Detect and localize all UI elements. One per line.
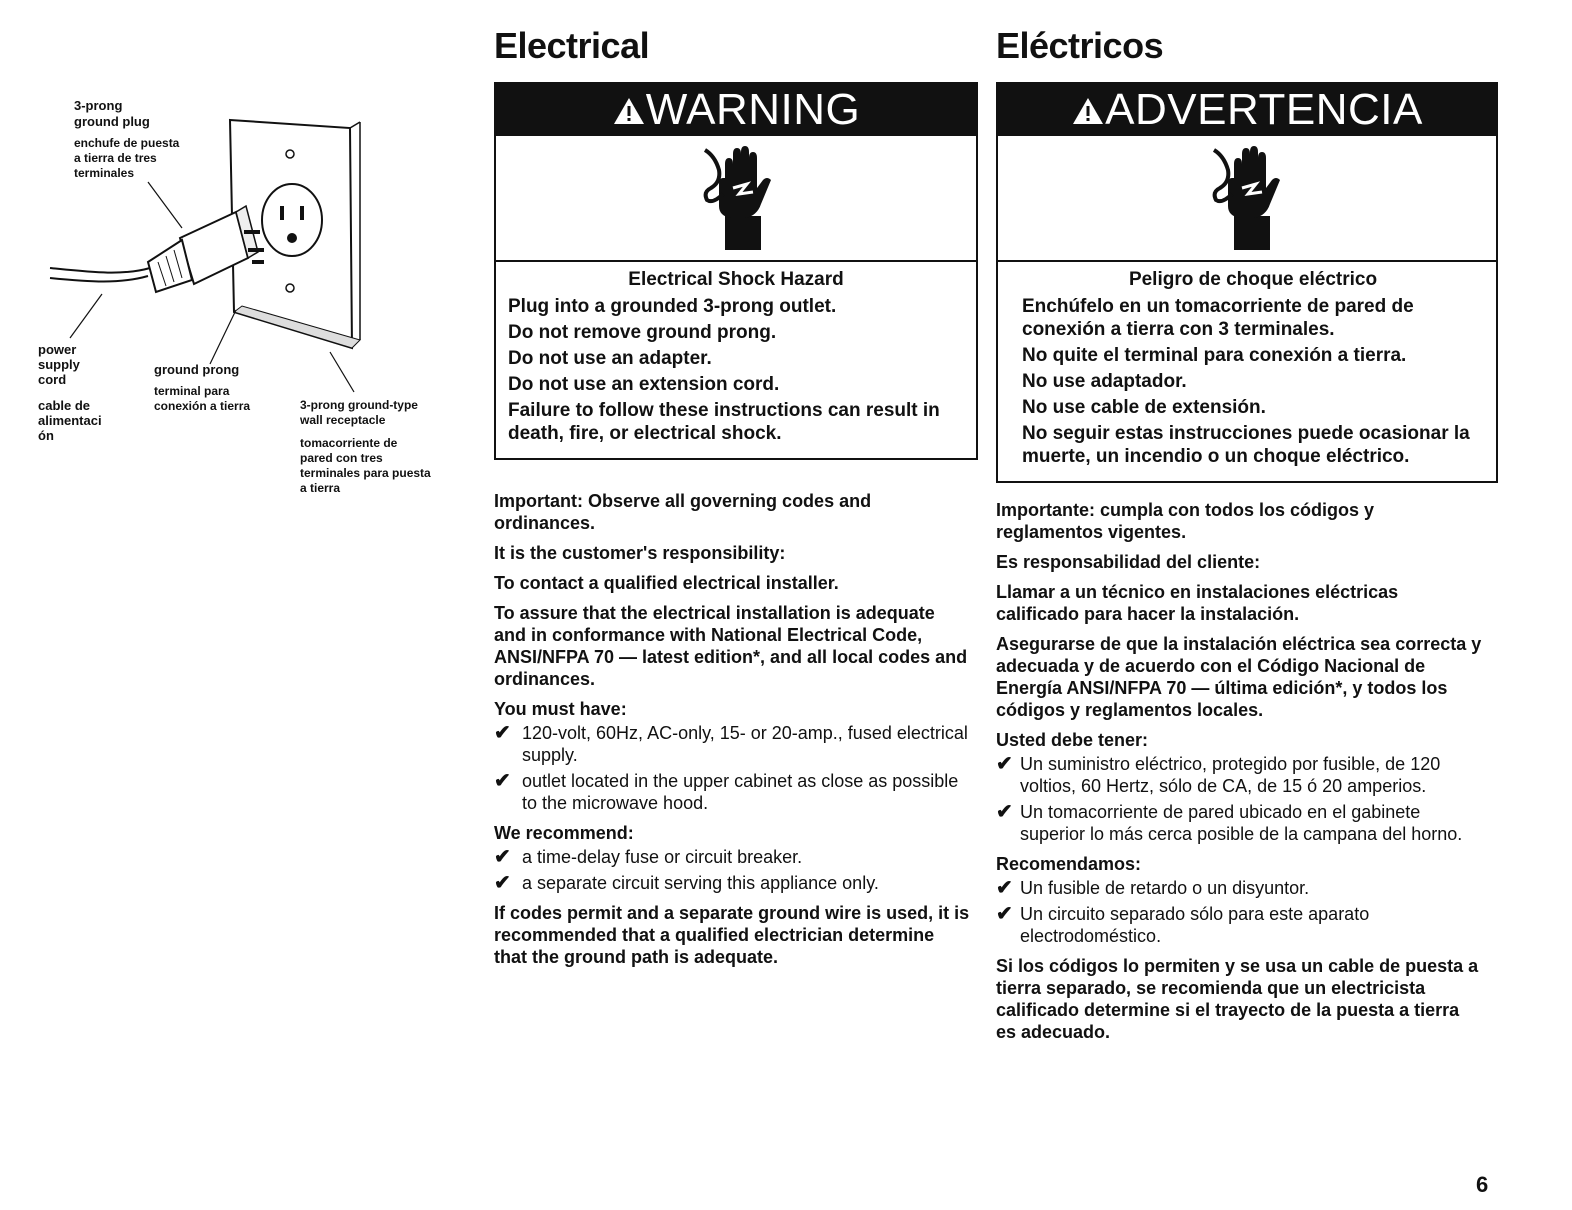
check-icon: ✔ <box>996 801 1013 823</box>
warning-box-spanish <box>996 82 1498 483</box>
hazard-title-english: Electrical Shock Hazard <box>628 269 844 290</box>
checklist-item <box>494 872 970 894</box>
checklist-item <box>996 801 1484 845</box>
contact-installer: To contact a qualified electrical installer. <box>494 573 839 593</box>
checklist-item <box>494 770 970 814</box>
checklist-item <box>996 753 1484 797</box>
hazard-title-spanish: Peligro de choque eléctrico <box>1128 269 1378 290</box>
checklist-item <box>494 846 970 868</box>
checklist-text: Un circuito separado sólo para este aparato electrodoméstico. <box>1020 904 1370 946</box>
label-plug-en: 3-prong ground plug <box>74 98 150 129</box>
checklist-text: a time-delay fuse or circuit breaker. <box>522 847 803 867</box>
check-icon: ✔ <box>494 872 511 894</box>
warning-box-english <box>494 82 978 460</box>
label-prong-en: ground prong <box>154 362 240 377</box>
checklist-text: 120-volt, 60Hz, AC-only, 15- or 20-amp., fused electrical supply. <box>522 723 968 765</box>
spanish-column <box>996 26 1498 1051</box>
warning-triangle-icon <box>612 86 646 138</box>
checklist-text: outlet located in the upper cabinet as close as possible to the microwave hood. <box>522 771 959 813</box>
warning-header-text-english: WARNING <box>645 85 861 134</box>
check-icon: ✔ <box>494 846 511 868</box>
check-icon: ✔ <box>494 770 511 792</box>
label-receptacle-en: 3-prong ground-type wall receptacle <box>300 398 418 427</box>
contact-installer: Llamar a un técnico en instalaciones eléctricas calificado para hacer la instalación. <box>996 582 1399 624</box>
checklist-text: a separate circuit serving this appliance only. <box>522 873 879 893</box>
warning-header-text-spanish: ADVERTENCIA <box>1105 85 1423 134</box>
warning-body-spanish <box>998 262 1496 481</box>
checklist-text: Un tomacorriente de pared ubicado en el gabinete superior lo más cerca posible de la campana del horno. <box>1020 802 1463 844</box>
shock-icon-area-spanish <box>998 136 1496 262</box>
label-cord-en: power supply cord <box>38 342 80 387</box>
warning-header-english <box>496 84 976 136</box>
assure-installation: To assure that the electrical installation is adequate and in conformance with National Electrical Code, ANSI/NFPA 70 — latest edition*, and all local codes and ordinances. <box>494 603 968 689</box>
electric-shock-hand-icon <box>701 144 781 254</box>
ground-note: If codes permit and a separate ground wire is used, it is recommended that a qualified electrician determine that the ground path is adequate. <box>494 903 970 967</box>
warning-line: Plug into a grounded 3-prong outlet. <box>508 296 837 317</box>
checklist-text: Un fusible de retardo o un disyuntor. <box>1020 878 1310 898</box>
shock-icon-area-english <box>496 136 976 262</box>
responsibility-heading: Es responsabilidad del cliente: <box>996 552 1261 572</box>
warning-triangle-icon <box>1071 86 1105 138</box>
warning-line: Do not use an adapter. <box>508 348 712 369</box>
check-icon: ✔ <box>996 877 1013 899</box>
page-number: 6 <box>1476 1172 1489 1197</box>
responsibility-heading: It is the customer's responsibility: <box>494 543 786 563</box>
label-plug-es: enchufe de puesta a tierra de tres terminales <box>74 136 180 180</box>
must-have-heading: Usted debe tener: <box>996 730 1149 750</box>
warning-header-spanish <box>998 84 1496 136</box>
important-note: Importante: cumpla con todos los códigos y reglamentos vigentes. <box>996 500 1375 542</box>
checklist-item <box>494 722 970 766</box>
checklist-item <box>996 903 1484 947</box>
recommend-heading: Recomendamos: <box>996 854 1142 874</box>
assure-installation: Asegurarse de que la instalación eléctrica sea correcta y adecuada y de acuerdo con el Código Nacional de Energía ANSI/NFPA 70 — última edición*, y todos los códigos y reglamentos locales. <box>996 634 1482 720</box>
warning-line: No use cable de extensión. <box>1022 397 1266 418</box>
warning-line: Do not remove ground prong. <box>508 322 777 343</box>
check-icon: ✔ <box>494 722 511 744</box>
check-icon: ✔ <box>996 753 1013 775</box>
english-column <box>494 26 978 976</box>
must-have-heading: You must have: <box>494 699 627 719</box>
check-icon: ✔ <box>996 903 1013 925</box>
warning-line: No seguir estas instrucciones puede ocasionar la muerte, un incendio o un choque eléctrico. <box>1022 423 1470 467</box>
instructions-spanish <box>996 499 1484 1043</box>
instructions-english <box>494 490 970 968</box>
warning-line: Enchúfelo en un tomacorriente de pared de conexión a tierra con 3 terminales. <box>1022 296 1414 340</box>
page-title-spanish: Eléctricos <box>996 25 1164 66</box>
warning-line: No quite el terminal para conexión a tierra. <box>1022 345 1407 366</box>
checklist-item <box>996 877 1484 899</box>
important-note: Important: Observe all governing codes and ordinances. <box>494 491 872 533</box>
label-cord-es: cable de alimentaci ón <box>38 398 102 443</box>
warning-line: No use adaptador. <box>1022 371 1187 392</box>
checklist-text: Un suministro eléctrico, protegido por fusible, de 120 voltios, 60 Hertz, sólo de CA, de 15 ó 20 amperios. <box>1020 754 1441 796</box>
label-receptacle-es: tomacorriente de pared con tres terminales para puesta a tierra <box>300 436 431 495</box>
warning-line: Do not use an extension cord. <box>508 374 780 395</box>
ground-note: Si los códigos lo permiten y se usa un cable de puesta a tierra separado, se recomienda que un electricista calificado determine si el trayecto de la puesta a tierra es adecuado. <box>996 956 1479 1042</box>
warning-body-english <box>496 262 976 458</box>
page-title-english: Electrical <box>494 25 650 66</box>
outlet-diagram <box>30 80 470 520</box>
recommend-heading: We recommend: <box>494 823 634 843</box>
electric-shock-hand-icon <box>1210 144 1290 254</box>
warning-line: Failure to follow these instructions can result in death, fire, or electrical shock. <box>508 400 940 444</box>
label-prong-es: terminal para conexión a tierra <box>154 384 251 413</box>
